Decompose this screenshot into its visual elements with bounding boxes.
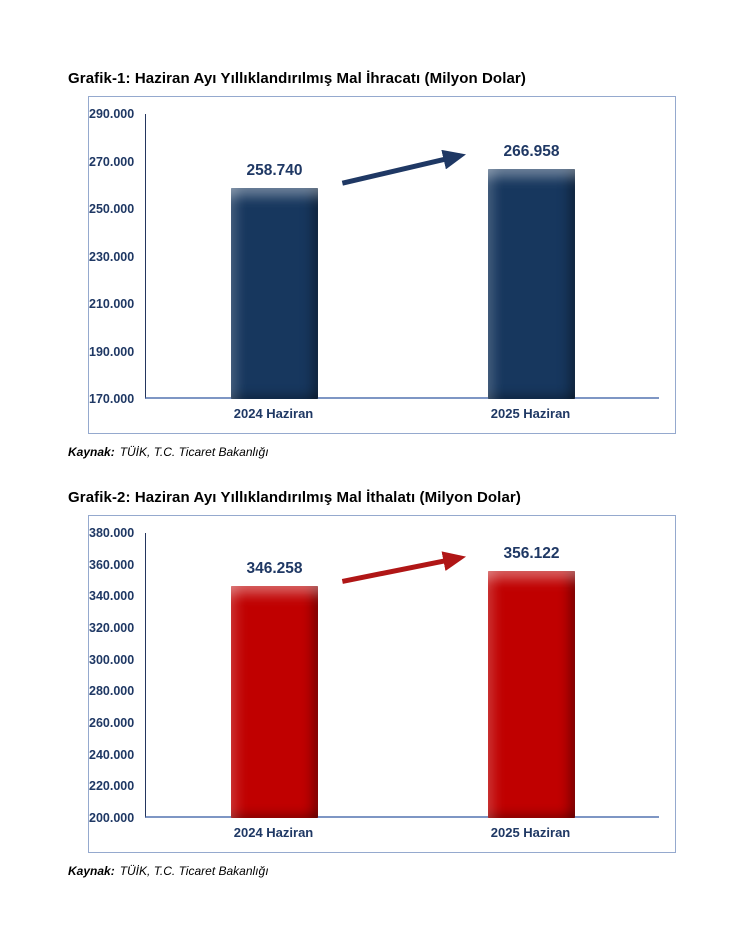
bar-value-label: 346.258 xyxy=(246,560,303,578)
x-axis-category-labels xyxy=(145,399,659,433)
x-axis-label-2024-haziran: 2024 Haziran xyxy=(233,825,314,840)
bar-value-label: 258.740 xyxy=(246,162,303,180)
y-axis-tick: 250.000 xyxy=(89,202,135,216)
source-text: TÜİK, T.C. Ticaret Bakanlığı xyxy=(119,445,269,459)
y-axis-tick: 220.000 xyxy=(89,779,135,794)
bar-value-label: 266.958 xyxy=(503,142,560,160)
source-label: Kaynak: xyxy=(68,864,115,878)
chart-1-frame xyxy=(88,96,676,434)
x-axis-category-labels xyxy=(145,818,659,852)
y-axis-tick: 200.000 xyxy=(89,811,135,825)
trend-arrow-line xyxy=(342,156,460,184)
x-axis-label-2025-haziran: 2025 Haziran xyxy=(490,406,571,421)
source-text: TÜİK, T.C. Ticaret Bakanlığı xyxy=(119,864,269,878)
y-axis-tick: 340.000 xyxy=(89,589,135,604)
y-axis-tick: 280.000 xyxy=(89,684,135,699)
chart-1-source xyxy=(68,445,688,459)
y-axis-tick: 230.000 xyxy=(89,249,135,264)
y-axis-tick-labels xyxy=(89,516,135,852)
trend-arrow xyxy=(146,114,660,399)
x-axis-label-2025-haziran: 2025 Haziran xyxy=(490,825,571,840)
bar-value-label: 356.122 xyxy=(503,544,560,562)
y-axis-tick: 380.000 xyxy=(89,526,135,540)
y-axis-tick: 240.000 xyxy=(89,747,135,762)
y-axis-tick: 320.000 xyxy=(89,621,135,635)
y-axis-tick: 290.000 xyxy=(89,107,135,121)
source-label: Kaynak: xyxy=(68,445,115,459)
chart-1-section xyxy=(68,0,688,459)
y-axis-tick: 360.000 xyxy=(89,557,135,572)
y-axis-tick-labels xyxy=(89,97,135,433)
plot-area xyxy=(145,533,659,818)
plot-area xyxy=(145,114,659,399)
y-axis-tick: 270.000 xyxy=(89,154,135,169)
y-axis-tick: 190.000 xyxy=(89,344,135,359)
x-axis-label-2024-haziran: 2024 Haziran xyxy=(233,406,314,421)
y-axis-tick: 170.000 xyxy=(89,392,135,406)
y-axis-tick: 260.000 xyxy=(89,716,135,730)
chart-2-title: Grafik-2: Haziran Ayı Yıllıklandırılmış Mal İthalatı (Milyon Dolar) xyxy=(68,489,521,506)
y-axis-tick: 210.000 xyxy=(89,297,135,311)
chart-1-title: Grafik-1: Haziran Ayı Yıllıklandırılmış Mal İhracatı (Milyon Dolar) xyxy=(68,70,526,87)
chart-2-source xyxy=(68,864,688,878)
trend-arrow-line xyxy=(342,558,460,582)
chart-2-frame xyxy=(88,515,676,853)
y-axis-tick: 300.000 xyxy=(89,652,135,667)
chart-2-section xyxy=(68,489,688,878)
trend-arrow xyxy=(146,533,660,818)
